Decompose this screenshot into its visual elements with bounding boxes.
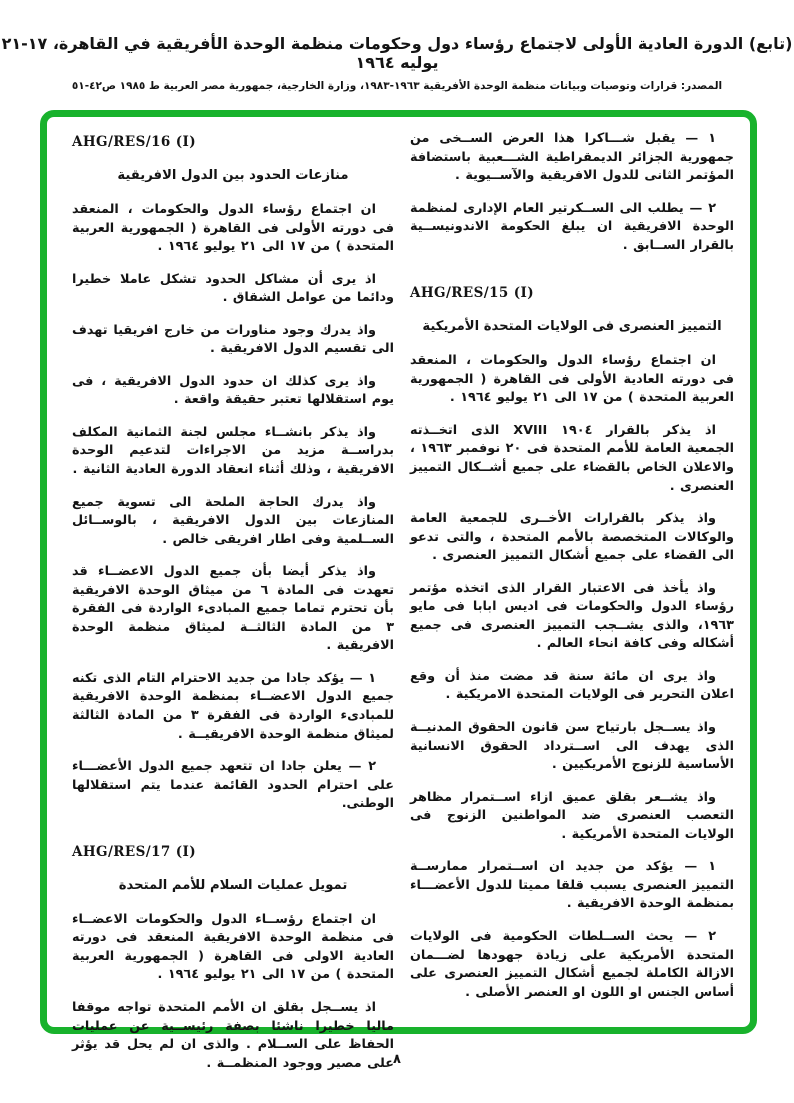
paragraph: ان اجتماع رؤســاء الدول والحكومات الاعضــاء فى منظمة الوحدة الافريقية المنعقد فى دورته العادية الاولى فى القاهرة ( الجمهورية العربية المتحدة ) من ١٧ الى ٢١ يوليو ١٩٦٤ . [72,911,394,983]
paragraph: واذ يأخذ فى الاعتبار القرار الذى اتخذه مؤتمر رؤساء الدول والحكومات فى اديس ابابا فى مايو ١٩٦٣، والذى يشــجب التمييز العنصرى فى جميع أشكاله وفى كافة انحاء العالم . [410,580,734,652]
paragraph: ٢ — يطلب الى الســكرتير العام الإدارى لمنظمة الوحدة الافريقية ان يبلغ الحكومة الاندونيســية بالقرار الســابق . [410,200,734,253]
content-columns [72,130,734,1087]
resolution-15-body [410,352,734,1002]
resolution-16-id: AHG/RES/16 (I) [72,134,197,150]
paragraph: ٢ — يحث الســلطات الحكومية فى الولايات المتحدة الأمريكية على زيادة جهودها لضـــمان الازالة الكاملة لجميع أشكال التمييز العنصرى على أساس الجنس او اللون او العنصر الأصلى . [410,928,734,1000]
paragraph: واذ يذكر أيضا بأن جميع الدول الاعضــاء قد تعهدت فى المادة ٦ من ميثاق الوحدة الافريقية بأن تحترم تماما جميع المبادىء الواردة فى الفقرة ٣ من المادة الثالثــة لميثاق منظمة الوحدة الافريقية . [72,564,394,654]
paragraph: اذ يرى أن مشاكل الحدود تشكل عاملا خطيرا ودائما من عوامل الشقاق . [72,271,394,306]
column-right [410,130,734,1087]
resolution-16-body [72,201,394,814]
paragraph: ان اجتماع رؤساء الدول والحكومات ، المنعقد فى دورته العادية الأولى فى القاهرة ( الجمهورية العربية المتحدة ) من ١٧ الى ٢١ يوليو ١٩٦٤ . [410,353,734,406]
paragraph: واذ يرى كذلك ان حدود الدول الافريقية ، فى يوم استقلالها تعتبر حقيقة واقعة . [72,373,394,408]
paragraph: واذ يرى ان مائة سنة قد مضت منذ أن وقع اعلان التحرير فى الولايات المتحدة الامريكية . [410,668,734,703]
paragraph: واذ يشــعر بقلق عميق ازاء اســتمرار مظاهر التعصب العنصرى ضد المواطنين الزنوج فى الولايات المتحدة الأمريكية . [410,789,734,842]
paragraph: واذ يســجل بارتياح سن قانون الحقوق المدنيــة الذى يهدف الى اســترداد الحقوق الانسانية الأساسية للزنوج الأمريكيين . [410,720,734,773]
paragraph: ١ — يقبل شـــاكرا هذا العرض الســخى من جمهورية الجزائر الديمقراطية الشـــعبية باستضافة المؤتمر الثانى للدول الافريقية والآســيوية . [410,131,734,184]
resolution-14-operative-items [410,130,734,255]
header-title: (تابع) الدورة العادية الأولى لاجتماع رؤساء دول وحكومات منظمة الوحدة الأفريقية في القاهرة، ١٧-٢١ يوليه ١٩٦٤ [1,34,793,72]
resolution-17-id: AHG/RES/17 (I) [72,843,197,860]
paragraph: ١ — يؤكد من جديد ان اســتمرار ممارســة التمييز العنصرى يسبب قلقا مميتا للدول الأعضـــاء بمنظمة الوحدة الافريقية . [410,859,734,912]
page-number: ٨ [393,1052,401,1067]
paragraph: واذ يذكر بانشــاء مجلس لجنة الثمانية المكلف بدراســة مزيد من الاجراءات لتدعيم الوحدة الافريقية ، وذلك أثناء انعقاد الدورة العادية الثانية . [72,424,394,478]
paragraph: واذ يدرك وجود مناورات من خارج افريقيا تهدف الى تقسيم الدول الافريقية . [72,322,394,357]
paragraph: ٢ — يعلن جادا ان تتعهد جميع الدول الأعضـــاء على احترام الحدود القائمة عندما يتم استقلالها الوطنى. [72,759,394,812]
paragraph: اذ يســجل بقلق ان الأمم المتحدة تواجه موقفا ماليا خطيرا ناشئا بصفة رئيســية عن عمليات الحفاظ على الســلام . والذى ان لم يحل قد يؤثر على مصير ووجود المنظمــة . [72,999,394,1071]
paragraph: واذ يذكر بالقرارات الأخــرى للجمعية العامة والوكالات المتخصصة بالأمم المتحدة ، والتى تدعو الى القضاء على جميع أشكال التمييز العنصرى . [410,511,734,564]
paragraph: واذ يدرك الحاجة الملحة الى تسوية جميع المنازعات بين الدول الافريقية ، بالوســائل الســلمية وفى اطار افريقى خالص . [72,494,394,547]
paragraph: ان اجتماع رؤساء الدول والحكومات ، المنعقد فى دورته الأولى فى القاهرة ( الجمهورية العربية المتحدة ) من ١٧ الى ٢١ يوليو ١٩٦٤ . [72,202,394,255]
header-source-line: المصدر: قرارات وتوصيات وبيانات منظمة الوحدة الأفريقية ١٩٦٣-١٩٨٣، وزارة الخارجية، جمهورية مصر العربية ط ١٩٨٥ ص٤٢-٥١ [71,80,723,92]
page-header [0,34,794,92]
resolution-15-id: AHG/RES/15 (I) [410,285,535,302]
column-left [72,130,394,1087]
resolution-17-title: تمويل عمليات السلام للأمم المتحدة [118,877,348,893]
resolution-15-title: التمييز العنصرى فى الولايات المتحدة الأمريكية [422,319,722,335]
resolution-17-body [72,911,394,1073]
paragraph: ١ — يؤكد جادا من جديد الاحترام التام الذى تكنه جميع الدول الاعضــاء بمنظمة الوحدة الافريقية للمبادىء الواردة فى الفقرة ٣ من المادة الثالثة لميثاق منظمة الوحدة الافريقيــة . [72,670,394,742]
resolution-16-title: منازعات الحدود بين الدول الافريقية [117,168,349,183]
paragraph: اذ يذكر بالقرار ١٩٠٤ XVIII الذى اتخــذته الجمعية العامة للأمم المتحدة فى ٢٠ نوفمبر ١٩٦٣ ، والاعلان الخاص بالقضاء على جميع أشــكال التمييز العنصرى . [410,422,734,494]
